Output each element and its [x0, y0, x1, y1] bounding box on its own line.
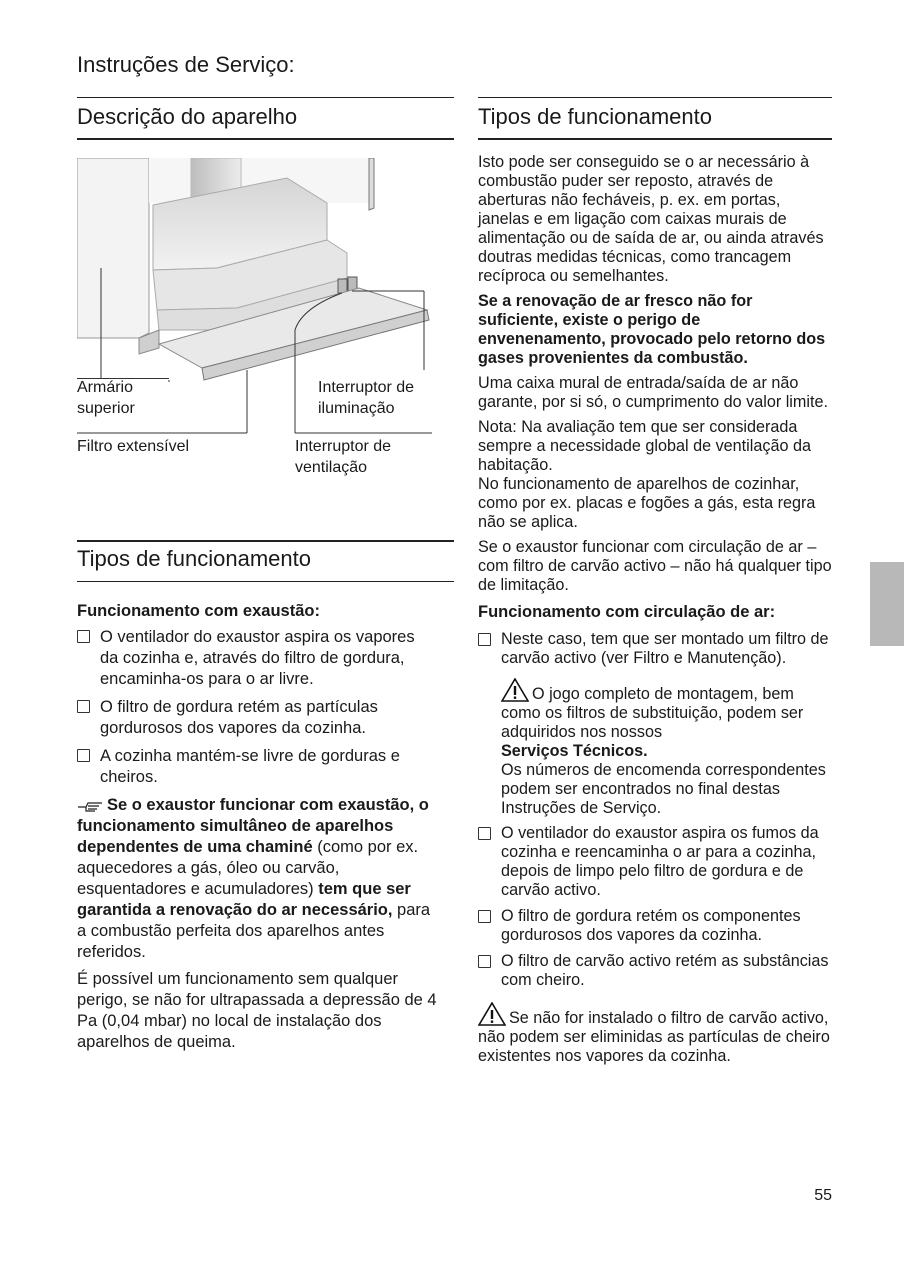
list-item: [478, 630, 832, 668]
divider: [77, 97, 454, 98]
divider: [77, 540, 454, 542]
list-item-text: O ventilador do exaustor aspira os vapores da cozinha e, através do filtro de gordura, encaminha-os para o ar livre.: [100, 628, 415, 688]
pointing-hand-icon: [77, 798, 103, 812]
label-line: Armário: [77, 379, 134, 396]
checkbox-icon: [478, 910, 491, 923]
list-item: [77, 627, 437, 690]
list-item-text: O ventilador do exaustor aspira os fumos da cozinha e reencaminha o ar para a cozinha, depois de limpo pelo filtro de gordura e de carvão activo.: [501, 824, 819, 899]
list-item: [77, 746, 437, 788]
list-item-text: O filtro de gordura retém os componentes gordurosos dos vapores da cozinha.: [501, 907, 801, 944]
label-line: Interruptor de: [295, 438, 392, 455]
paragraph: Se o exaustor funcionar com circulação de ar – com filtro de carvão activo – não há qualquer tipo de limitação.: [478, 538, 832, 594]
note-text: para a combustão perfeita dos aparelhos antes referidos.: [77, 901, 431, 961]
paragraph: No funcionamento de aparelhos de cozinhar, como por ex. placas e fogões a gás, esta regra não se aplica.: [478, 475, 816, 531]
warning-bold-text: Serviços Técnicos.: [501, 742, 648, 760]
warning-box: [478, 678, 832, 818]
paragraph: Isto pode ser conseguido se o ar necessário à combustão puder ser reposto, através de aberturas não fecháveis, p. ex. em portas, janelas e em ligação com caixas murais de alimentação ou de saída de ar, ou ainda através doutras medidas técnicas, como trancagem recíproca ou semelhantes.: [478, 153, 824, 285]
list-item: [478, 824, 832, 900]
warning-triangle-icon: [501, 678, 529, 702]
divider: [77, 581, 454, 582]
note-bold-text: Se o exaustor funcionar com exaustão, o funcionamento simultâneo de aparelhos dependentes de uma chaminé: [77, 796, 429, 856]
label-line: iluminação: [318, 400, 395, 417]
divider: [478, 97, 832, 98]
note-text: (como por ex. aquecedores a gás, óleo ou carvão, esquentadores e acumuladores): [77, 838, 419, 898]
divider: [478, 138, 832, 140]
right-column-text: [478, 153, 832, 1072]
checkbox-icon: [77, 700, 90, 713]
section-title-description: Descrição do aparelho: [77, 104, 298, 129]
paragraph: Nota: Na avaliação tem que ser considerada sempre a necessidade global de ventilação da habitação.: [478, 418, 811, 474]
circulation-list-2: [478, 824, 832, 990]
list-item-text: A cozinha mantém-se livre de gorduras e cheiros.: [100, 747, 400, 786]
list-item-text: Neste caso, tem que ser montado um filtro de carvão activo (ver Filtro e Manutenção).: [501, 630, 829, 667]
left-column-text: [77, 602, 437, 1059]
section-title-operation: Tipos de funcionamento: [77, 546, 311, 571]
note-bold-text: tem que ser garantida a renovação do ar necessário,: [77, 880, 411, 919]
label-iluminacao: [318, 377, 414, 419]
checkbox-icon: [77, 749, 90, 762]
warning-paragraph-2: [478, 1002, 832, 1066]
checkbox-icon: [478, 955, 491, 968]
label-line: Interruptor de: [318, 379, 415, 396]
warning-text: O jogo completo de montagem, bem como os filtros de substituição, podem ser adquiridos nos nossos: [501, 685, 804, 741]
list-item-text: O filtro de carvão activo retém as substâncias com cheiro.: [501, 952, 829, 989]
list-item-text: O filtro de gordura retém as partículas gordurosos dos vapores da cozinha.: [100, 698, 378, 737]
side-tab-marker: [870, 562, 904, 646]
label-ventilacao: [295, 436, 391, 478]
list-item: [478, 907, 832, 945]
page-number: 55: [814, 1187, 832, 1204]
circulation-list: [478, 630, 832, 668]
page-title: Instruções de Serviço:: [77, 52, 295, 77]
paragraph: É possível um funcionamento sem qualquer perigo, se não for ultrapassada a depressão de 4 Pa (0,04 mbar) no local de instalação dos aparelhos de queima.: [77, 970, 437, 1051]
section-title-operation-right: Tipos de funcionamento: [478, 104, 712, 129]
label-armario: [77, 377, 135, 419]
exhaust-list: [77, 627, 437, 788]
checkbox-icon: [478, 827, 491, 840]
list-item: [478, 952, 832, 990]
circulation-heading: Funcionamento com circulação de ar:: [478, 603, 776, 621]
exhaust-heading: Funcionamento com exaustão:: [77, 602, 320, 620]
label-line: superior: [77, 400, 135, 417]
divider: [77, 138, 454, 140]
warning-paragraph: Se a renovação de ar fresco não for suficiente, existe o perigo de envenenamento, provocado pelo retorno dos gases provenientes da combustão.: [478, 292, 826, 367]
list-item: [77, 697, 437, 739]
warning-text: Os números de encomenda correspondentes podem ser encontrados no final destas Instruções de Serviço.: [501, 761, 826, 817]
label-filtro: Filtro extensível: [77, 438, 190, 455]
checkbox-icon: [77, 630, 90, 643]
label-line: ventilação: [295, 459, 368, 476]
warning-triangle-icon: [478, 1002, 506, 1026]
chimney-note: [77, 795, 437, 963]
paragraph: Uma caixa mural de entrada/saída de ar não garante, por si só, o cumprimento do valor limite.: [478, 374, 828, 411]
warning-text: Se não for instalado o filtro de carvão activo, não podem ser eliminidas as partículas de cheiro existentes nos vapores da cozinha.: [478, 1009, 830, 1065]
checkbox-icon: [478, 633, 491, 646]
